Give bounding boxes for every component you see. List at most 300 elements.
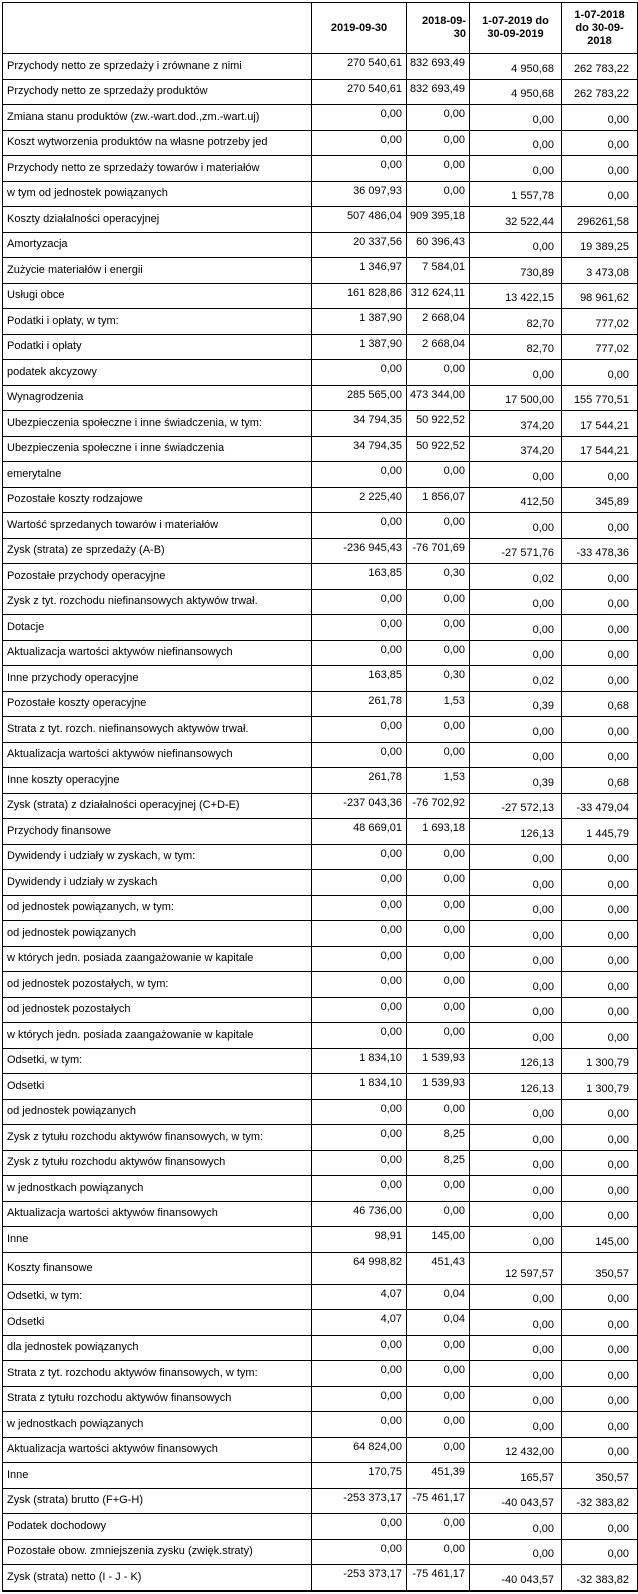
value-cell: 0,00	[562, 640, 638, 666]
table-row	[3, 1125, 638, 1151]
value-cell: 0,00	[562, 615, 638, 641]
value-cell: 0,00	[312, 615, 407, 641]
table-row	[3, 538, 638, 564]
table-row	[3, 411, 638, 437]
row-label: w tym od jednostek powiązanych	[3, 181, 312, 207]
value-cell: 1 445,79	[562, 819, 638, 845]
value-cell: 0,00	[470, 844, 562, 870]
value-cell: 0,00	[312, 870, 407, 896]
row-label: Zysk z tyt. rozchodu niefinansowych aktywów trwał.	[3, 589, 312, 615]
value-cell: 1 539,93	[407, 1048, 470, 1074]
row-label: Pozostałe koszty operacyjne	[3, 691, 312, 717]
row-label: Zużycie materiałów i energii	[3, 258, 312, 284]
value-cell: 0,00	[407, 895, 470, 921]
row-label: Przychody netto ze sprzedaży produktów	[3, 79, 312, 105]
value-cell: 0,00	[407, 1437, 470, 1463]
value-cell: 17 544,21	[562, 411, 638, 437]
value-cell: -33 478,36	[562, 538, 638, 564]
value-cell: 0,00	[562, 181, 638, 207]
value-cell: 1 300,79	[562, 1074, 638, 1100]
value-cell: 0,00	[312, 1099, 407, 1125]
value-cell: 145,00	[407, 1227, 470, 1253]
value-cell: 0,00	[470, 1514, 562, 1540]
row-label: w jednostkach powiązanych	[3, 1176, 312, 1202]
row-label: Odsetki	[3, 1310, 312, 1336]
value-cell: 0,00	[312, 462, 407, 488]
value-cell: 170,75	[312, 1463, 407, 1489]
value-cell: 0,68	[562, 691, 638, 717]
table-row	[3, 258, 638, 284]
value-cell: -75 461,17	[407, 1488, 470, 1514]
table-row	[3, 640, 638, 666]
value-cell: 1 346,97	[312, 258, 407, 284]
value-cell: 0,00	[562, 1310, 638, 1336]
row-label: Zysk (strata) z działalności operacyjnej (C+D-E)	[3, 793, 312, 819]
value-cell: 0,00	[407, 1099, 470, 1125]
value-cell: 473 344,00	[407, 385, 470, 411]
value-cell: 0,00	[407, 181, 470, 207]
column-header-q3-2019: 1-07-2019 do 30-09-2019	[470, 3, 562, 54]
value-cell: 0,00	[407, 1539, 470, 1565]
value-cell: 0,00	[470, 640, 562, 666]
row-label: Inne przychody operacyjne	[3, 666, 312, 692]
value-cell: 0,00	[562, 997, 638, 1023]
value-cell: 412,50	[470, 487, 562, 513]
value-cell: 0,00	[562, 1386, 638, 1412]
value-cell: 0,00	[562, 513, 638, 539]
row-label: Strata z tytułu rozchodu aktywów finansowych	[3, 1386, 312, 1412]
value-cell: 0,00	[312, 1361, 407, 1387]
value-cell: 909 395,18	[407, 207, 470, 233]
value-cell: 2 668,04	[407, 309, 470, 335]
row-label: od jednostek pozostałych, w tym:	[3, 972, 312, 998]
row-label: Wynagrodzenia	[3, 385, 312, 411]
value-cell: 12 597,57	[470, 1252, 562, 1284]
value-cell: 0,00	[407, 946, 470, 972]
value-cell: 0,00	[407, 589, 470, 615]
value-cell: -237 043,36	[312, 793, 407, 819]
value-cell: -27 571,76	[470, 538, 562, 564]
row-label: Zysk (strata) brutto (F+G-H)	[3, 1488, 312, 1514]
value-cell: 270 540,61	[312, 54, 407, 80]
table-row	[3, 1463, 638, 1489]
value-cell: 0,00	[407, 640, 470, 666]
value-cell: 345,89	[562, 487, 638, 513]
value-cell: 50 922,52	[407, 411, 470, 437]
value-cell: 0,00	[407, 1361, 470, 1387]
row-label: w jednostkach powiązanych	[3, 1412, 312, 1438]
value-cell: 0,00	[407, 1201, 470, 1227]
table-row	[3, 997, 638, 1023]
value-cell: 0,00	[562, 1539, 638, 1565]
row-label: Dywidendy i udziały w zyskach, w tym:	[3, 844, 312, 870]
row-label: Inne	[3, 1463, 312, 1489]
value-cell: 0,00	[407, 844, 470, 870]
table-row	[3, 232, 638, 258]
row-label: Aktualizacja wartości aktywów niefinansowych	[3, 640, 312, 666]
table-row	[3, 334, 638, 360]
table-body	[3, 54, 638, 1591]
value-cell: 1 693,18	[407, 819, 470, 845]
row-label: Podatki i opłaty	[3, 334, 312, 360]
value-cell: 0,00	[312, 589, 407, 615]
value-cell: 451,39	[407, 1463, 470, 1489]
value-cell: 350,57	[562, 1252, 638, 1284]
row-label: Odsetki	[3, 1074, 312, 1100]
value-cell: 32 522,44	[470, 207, 562, 233]
value-cell: 163,85	[312, 564, 407, 590]
table-row	[3, 385, 638, 411]
value-cell: 0,00	[312, 717, 407, 743]
value-cell: 0,00	[470, 946, 562, 972]
table-row	[3, 1514, 638, 1540]
value-cell: 0,00	[470, 360, 562, 386]
value-cell: 0,00	[312, 1412, 407, 1438]
table-row	[3, 768, 638, 794]
value-cell: 0,00	[562, 589, 638, 615]
row-label: Przychody netto ze sprzedaży towarów i materiałów	[3, 156, 312, 182]
table-row	[3, 615, 638, 641]
table-row	[3, 207, 638, 233]
value-cell: 0,00	[470, 1284, 562, 1310]
value-cell: 1 539,93	[407, 1074, 470, 1100]
table-row	[3, 1386, 638, 1412]
value-cell: -76 702,92	[407, 793, 470, 819]
value-cell: 0,00	[470, 742, 562, 768]
value-cell: -75 461,17	[407, 1565, 470, 1591]
row-label: Koszty działalności operacyjnej	[3, 207, 312, 233]
value-cell: 0,00	[562, 1335, 638, 1361]
value-cell: 0,00	[470, 1335, 562, 1361]
value-cell: 0,04	[407, 1284, 470, 1310]
row-label: w których jedn. posiada zaangażowanie w kapitale	[3, 946, 312, 972]
value-cell: 0,00	[470, 895, 562, 921]
table-row	[3, 1361, 638, 1387]
value-cell: 161 828,86	[312, 283, 407, 309]
value-cell: 60 396,43	[407, 232, 470, 258]
value-cell: 0,00	[312, 640, 407, 666]
value-cell: 0,68	[562, 768, 638, 794]
row-label: Ubezpieczenia społeczne i inne świadczenia, w tym:	[3, 411, 312, 437]
value-cell: 0,00	[470, 1150, 562, 1176]
value-cell: 4,07	[312, 1284, 407, 1310]
value-cell: 0,00	[312, 1539, 407, 1565]
value-cell: 0,00	[562, 1023, 638, 1049]
value-cell: 0,00	[312, 921, 407, 947]
value-cell: 1,53	[407, 691, 470, 717]
value-cell: 0,00	[407, 1335, 470, 1361]
value-cell: 0,00	[562, 1284, 638, 1310]
value-cell: 0,00	[562, 130, 638, 156]
value-cell: 165,57	[470, 1463, 562, 1489]
value-cell: 0,00	[407, 921, 470, 947]
value-cell: 0,00	[470, 1412, 562, 1438]
row-label: od jednostek powiązanych, w tym:	[3, 895, 312, 921]
table-row	[3, 1048, 638, 1074]
value-cell: 0,00	[562, 156, 638, 182]
row-label: Aktualizacja wartości aktywów niefinansowych	[3, 742, 312, 768]
value-cell: 0,00	[562, 1361, 638, 1387]
value-cell: 64 824,00	[312, 1437, 407, 1463]
table-row	[3, 54, 638, 80]
value-cell: 0,00	[312, 742, 407, 768]
value-cell: 0,00	[470, 1310, 562, 1336]
table-row	[3, 1227, 638, 1253]
table-row	[3, 1252, 638, 1284]
value-cell: 0,00	[312, 1125, 407, 1151]
value-cell: 0,02	[470, 564, 562, 590]
column-header-q3-2018	[562, 3, 638, 54]
value-cell: 0,00	[470, 156, 562, 182]
table-row	[3, 946, 638, 972]
table-row	[3, 1099, 638, 1125]
value-cell: 0,00	[407, 870, 470, 896]
value-cell: 0,30	[407, 666, 470, 692]
value-cell: 0,00	[407, 1412, 470, 1438]
value-cell: 2 668,04	[407, 334, 470, 360]
value-cell: 0,00	[407, 717, 470, 743]
value-cell: 0,00	[312, 105, 407, 131]
value-cell: 0,00	[312, 1386, 407, 1412]
value-cell: 17 500,00	[470, 385, 562, 411]
value-cell: 312 624,11	[407, 283, 470, 309]
row-label: Pozostałe przychody operacyjne	[3, 564, 312, 590]
column-header-2018-09-30: 2018-09-30	[407, 3, 470, 54]
value-cell: 4 950,68	[470, 54, 562, 80]
value-cell: 0,00	[312, 1335, 407, 1361]
table-row	[3, 513, 638, 539]
row-label: Koszty finansowe	[3, 1252, 312, 1284]
table-row	[3, 1565, 638, 1591]
table-row	[3, 360, 638, 386]
value-cell: 296261,58	[562, 207, 638, 233]
table-row	[3, 1176, 638, 1202]
value-cell: 0,00	[312, 1176, 407, 1202]
value-cell: 0,00	[312, 1514, 407, 1540]
table-row	[3, 1150, 638, 1176]
value-cell: -40 043,57	[470, 1488, 562, 1514]
row-label: Inne	[3, 1227, 312, 1253]
value-cell: 145,00	[562, 1227, 638, 1253]
value-cell: 285 565,00	[312, 385, 407, 411]
value-cell: 0,00	[562, 462, 638, 488]
value-cell: 0,00	[562, 717, 638, 743]
value-cell: 0,00	[470, 1386, 562, 1412]
value-cell: 832 693,49	[407, 54, 470, 80]
value-cell: 0,00	[407, 972, 470, 998]
value-cell: 82,70	[470, 334, 562, 360]
value-cell: 0,00	[562, 360, 638, 386]
row-label: Wartość sprzedanych towarów i materiałów	[3, 513, 312, 539]
value-cell: 730,89	[470, 258, 562, 284]
value-cell: 3 473,08	[562, 258, 638, 284]
value-cell: 0,00	[470, 717, 562, 743]
value-cell: 261,78	[312, 691, 407, 717]
row-label: od jednostek pozostałych	[3, 997, 312, 1023]
row-label: Usługi obce	[3, 283, 312, 309]
value-cell: 34 794,35	[312, 411, 407, 437]
value-cell: 262 783,22	[562, 54, 638, 80]
value-cell: 0,00	[562, 564, 638, 590]
value-cell: 12 432,00	[470, 1437, 562, 1463]
income-statement-table	[2, 2, 638, 1592]
row-label: Dotacje	[3, 615, 312, 641]
row-label: dla jednostek powiązanych	[3, 1335, 312, 1361]
value-cell: 0,00	[470, 130, 562, 156]
table-row	[3, 105, 638, 131]
row-label: Ubezpieczenia społeczne i inne świadczenia	[3, 436, 312, 462]
value-cell: 0,00	[562, 1150, 638, 1176]
value-cell: 0,00	[312, 513, 407, 539]
table-row	[3, 921, 638, 947]
value-cell: 0,00	[312, 1150, 407, 1176]
value-cell: 20 337,56	[312, 232, 407, 258]
table-row	[3, 1335, 638, 1361]
row-label: podatek akcyzowy	[3, 360, 312, 386]
value-cell: 0,00	[562, 1514, 638, 1540]
value-cell: 1 387,90	[312, 334, 407, 360]
value-cell: 832 693,49	[407, 79, 470, 105]
value-cell: 0,00	[407, 360, 470, 386]
value-cell: 262 783,22	[562, 79, 638, 105]
table-row	[3, 1437, 638, 1463]
value-cell: 0,00	[562, 844, 638, 870]
value-cell: 126,13	[470, 1048, 562, 1074]
value-cell: 0,00	[562, 895, 638, 921]
value-cell: -40 043,57	[470, 1565, 562, 1591]
table-row	[3, 1488, 638, 1514]
row-label: Odsetki, w tym:	[3, 1284, 312, 1310]
value-cell: 1 856,07	[407, 487, 470, 513]
row-label: Amortyzacja	[3, 232, 312, 258]
value-cell: 0,00	[407, 997, 470, 1023]
row-label: Przychody finansowe	[3, 819, 312, 845]
value-cell: -33 479,04	[562, 793, 638, 819]
table-row	[3, 717, 638, 743]
value-cell: 0,00	[312, 997, 407, 1023]
value-cell: 0,00	[312, 972, 407, 998]
value-cell: 0,00	[470, 1201, 562, 1227]
row-label: od jednostek powiązanych	[3, 921, 312, 947]
value-cell: 0,00	[470, 1361, 562, 1387]
value-cell: 0,00	[312, 156, 407, 182]
value-cell: 0,00	[470, 513, 562, 539]
value-cell: 0,39	[470, 768, 562, 794]
table-row	[3, 1074, 638, 1100]
value-cell: 0,00	[407, 1386, 470, 1412]
value-cell: 0,00	[470, 615, 562, 641]
value-cell: 0,00	[312, 844, 407, 870]
value-cell: 163,85	[312, 666, 407, 692]
row-label: Strata z tyt. rozchodu aktywów finansowych, w tym:	[3, 1361, 312, 1387]
value-cell: -253 373,17	[312, 1565, 407, 1591]
value-cell: 0,00	[562, 742, 638, 768]
value-cell: -32 383,82	[562, 1565, 638, 1591]
row-label: Aktualizacja wartości aktywów finansowych	[3, 1201, 312, 1227]
value-cell: 82,70	[470, 309, 562, 335]
value-cell: 1 387,90	[312, 309, 407, 335]
value-cell: 0,04	[407, 1310, 470, 1336]
value-cell: 777,02	[562, 309, 638, 335]
value-cell: 2 225,40	[312, 487, 407, 513]
value-cell: 98 961,62	[562, 283, 638, 309]
value-cell: 0,00	[470, 997, 562, 1023]
table-row	[3, 589, 638, 615]
value-cell: 0,00	[407, 513, 470, 539]
value-cell: 0,00	[470, 1125, 562, 1151]
row-label: Dywidendy i udziały w zyskach	[3, 870, 312, 896]
table-row	[3, 691, 638, 717]
value-cell: 126,13	[470, 819, 562, 845]
value-cell: 0,00	[470, 105, 562, 131]
table-row	[3, 1201, 638, 1227]
table-row	[3, 793, 638, 819]
value-cell: 0,00	[470, 1539, 562, 1565]
value-cell: 0,00	[312, 946, 407, 972]
row-label: Zysk (strata) netto (I - J - K)	[3, 1565, 312, 1591]
value-cell: 0,02	[470, 666, 562, 692]
table-row	[3, 283, 638, 309]
header-row	[3, 3, 638, 54]
table-row	[3, 564, 638, 590]
value-cell: 8,25	[407, 1150, 470, 1176]
value-cell: -236 945,43	[312, 538, 407, 564]
table-row	[3, 1310, 638, 1336]
value-cell: 126,13	[470, 1074, 562, 1100]
value-cell: 350,57	[562, 1463, 638, 1489]
value-cell: 0,00	[562, 1099, 638, 1125]
table-row	[3, 309, 638, 335]
value-cell: 4,07	[312, 1310, 407, 1336]
value-cell: 0,00	[407, 462, 470, 488]
row-label: Zmiana stanu produktów (zw.-wart.dod.,zm.-wart.uj)	[3, 105, 312, 131]
table-row	[3, 972, 638, 998]
value-cell: 0,00	[562, 666, 638, 692]
column-header-2019-09-30: 2019-09-30	[312, 3, 407, 54]
table-row	[3, 844, 638, 870]
value-cell: 0,00	[562, 1176, 638, 1202]
value-cell: 270 540,61	[312, 79, 407, 105]
table-row	[3, 1023, 638, 1049]
value-cell: 0,00	[312, 360, 407, 386]
value-cell: 17 544,21	[562, 436, 638, 462]
value-cell: 48 669,01	[312, 819, 407, 845]
value-cell: 0,00	[562, 1412, 638, 1438]
value-cell: 1 557,78	[470, 181, 562, 207]
value-cell: 0,00	[470, 870, 562, 896]
value-cell: 34 794,35	[312, 436, 407, 462]
value-cell: 0,00	[312, 895, 407, 921]
value-cell: 36 097,93	[312, 181, 407, 207]
row-label: Przychody netto ze sprzedaży i zrównane z nimi	[3, 54, 312, 80]
value-cell: 0,00	[562, 1125, 638, 1151]
table-row	[3, 666, 638, 692]
row-label: Aktualizacja wartości aktywów finansowych	[3, 1437, 312, 1463]
row-label: Zysk (strata) ze sprzedaży (A-B)	[3, 538, 312, 564]
value-cell: 0,00	[407, 1023, 470, 1049]
value-cell: 0,00	[407, 105, 470, 131]
value-cell: 50 922,52	[407, 436, 470, 462]
table-row	[3, 742, 638, 768]
table-row	[3, 181, 638, 207]
value-cell: 7 584,01	[407, 258, 470, 284]
value-cell: 0,00	[562, 1201, 638, 1227]
value-cell: 64 998,82	[312, 1252, 407, 1284]
value-cell: 0,00	[470, 1176, 562, 1202]
table-row	[3, 870, 638, 896]
table-row	[3, 130, 638, 156]
column-header-empty	[3, 3, 312, 54]
